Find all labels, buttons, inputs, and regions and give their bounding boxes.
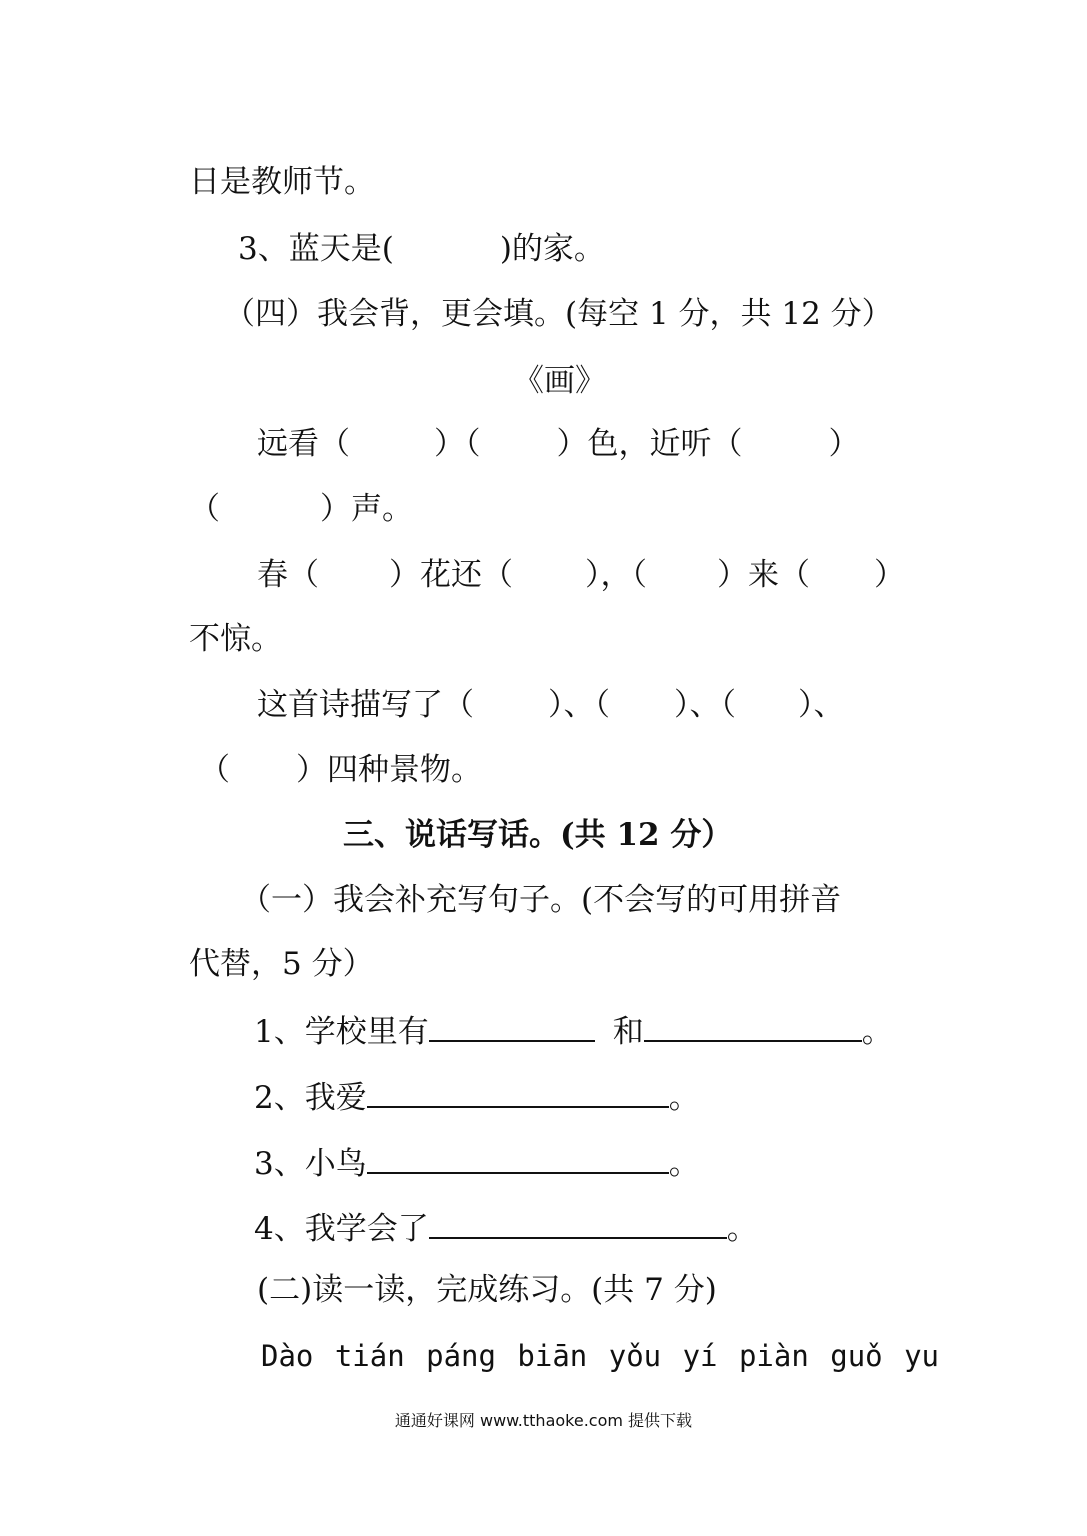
text: 2、我爱 (254, 1080, 367, 1116)
text: (二)读一读，完成练习。(共 7 分) (257, 1272, 717, 1308)
text: 春（ (257, 557, 319, 593)
answer-blank[interactable] (367, 1142, 669, 1174)
text: 日是教师节。 (189, 164, 375, 200)
text: 3、蓝天是( (238, 231, 394, 267)
text: ）、（ (548, 687, 610, 723)
text: （ (189, 491, 220, 527)
text: 3、小鸟 (254, 1146, 367, 1182)
text: ）声。 (320, 491, 413, 527)
part-heading (240, 880, 841, 920)
text: ）色，近听（ (556, 426, 743, 462)
footer-text: 通通好课网 www.tthaoke.com 提供下载 (394, 1411, 693, 1430)
part-heading (257, 1270, 717, 1310)
text: 。 (861, 1014, 893, 1050)
text: Dào tián páng biān yǒu yí piàn guǒ yu (261, 1339, 940, 1373)
text: 代替，5 分） (189, 946, 374, 982)
pinyin-line (261, 1336, 939, 1376)
text: ）来（ (717, 557, 810, 593)
section-heading (224, 294, 893, 334)
text: ）（ (434, 426, 481, 462)
text: 不惊。 (189, 621, 282, 657)
text: 远看（ (257, 426, 350, 462)
poem-line (189, 489, 413, 529)
answer-blank[interactable] (644, 1010, 862, 1042)
text: ），（ (585, 557, 647, 593)
text: （ (199, 752, 230, 788)
sentence-2 (254, 1076, 700, 1118)
text: ）、 (798, 687, 845, 723)
question-3 (238, 229, 605, 269)
question-line (199, 750, 482, 790)
text: ）、（ (674, 687, 736, 723)
question-line (257, 685, 845, 725)
poem-line (257, 555, 905, 595)
answer-blank[interactable] (429, 1207, 727, 1239)
text: 4、我学会了 (254, 1211, 429, 1247)
text: ）四种景物。 (296, 752, 482, 788)
poem-line (257, 424, 860, 464)
sentence-3 (254, 1142, 700, 1184)
answer-blank[interactable] (367, 1076, 669, 1108)
sentence-4 (254, 1207, 758, 1249)
heading-text: （四）我会背，更会填。(每空 1 分，共 12 分） (224, 296, 893, 332)
title-text: 《画》 (513, 363, 606, 399)
text-line (189, 162, 375, 202)
poem-title (513, 361, 606, 401)
text: ） (874, 557, 905, 593)
text: 1、学校里有 (254, 1014, 429, 1050)
text: 。 (726, 1211, 758, 1247)
section-heading (343, 815, 732, 855)
heading-text: 三、说话写话。(共 12 分） (343, 817, 733, 853)
footer (0, 1408, 1087, 1431)
text: 和 (612, 1014, 644, 1050)
text: 。 (668, 1080, 700, 1116)
answer-blank[interactable] (429, 1010, 595, 1042)
text: （一）我会补充写句子。(不会写的可用拼音 (240, 882, 842, 918)
poem-line (189, 619, 282, 659)
text: 。 (668, 1146, 700, 1182)
sentence-1 (254, 1010, 893, 1052)
text: )的家。 (499, 231, 605, 267)
text: 这首诗描写了（ (257, 687, 474, 723)
text: ）花还（ (389, 557, 513, 593)
text: ） (828, 426, 860, 462)
part-heading (189, 944, 374, 984)
